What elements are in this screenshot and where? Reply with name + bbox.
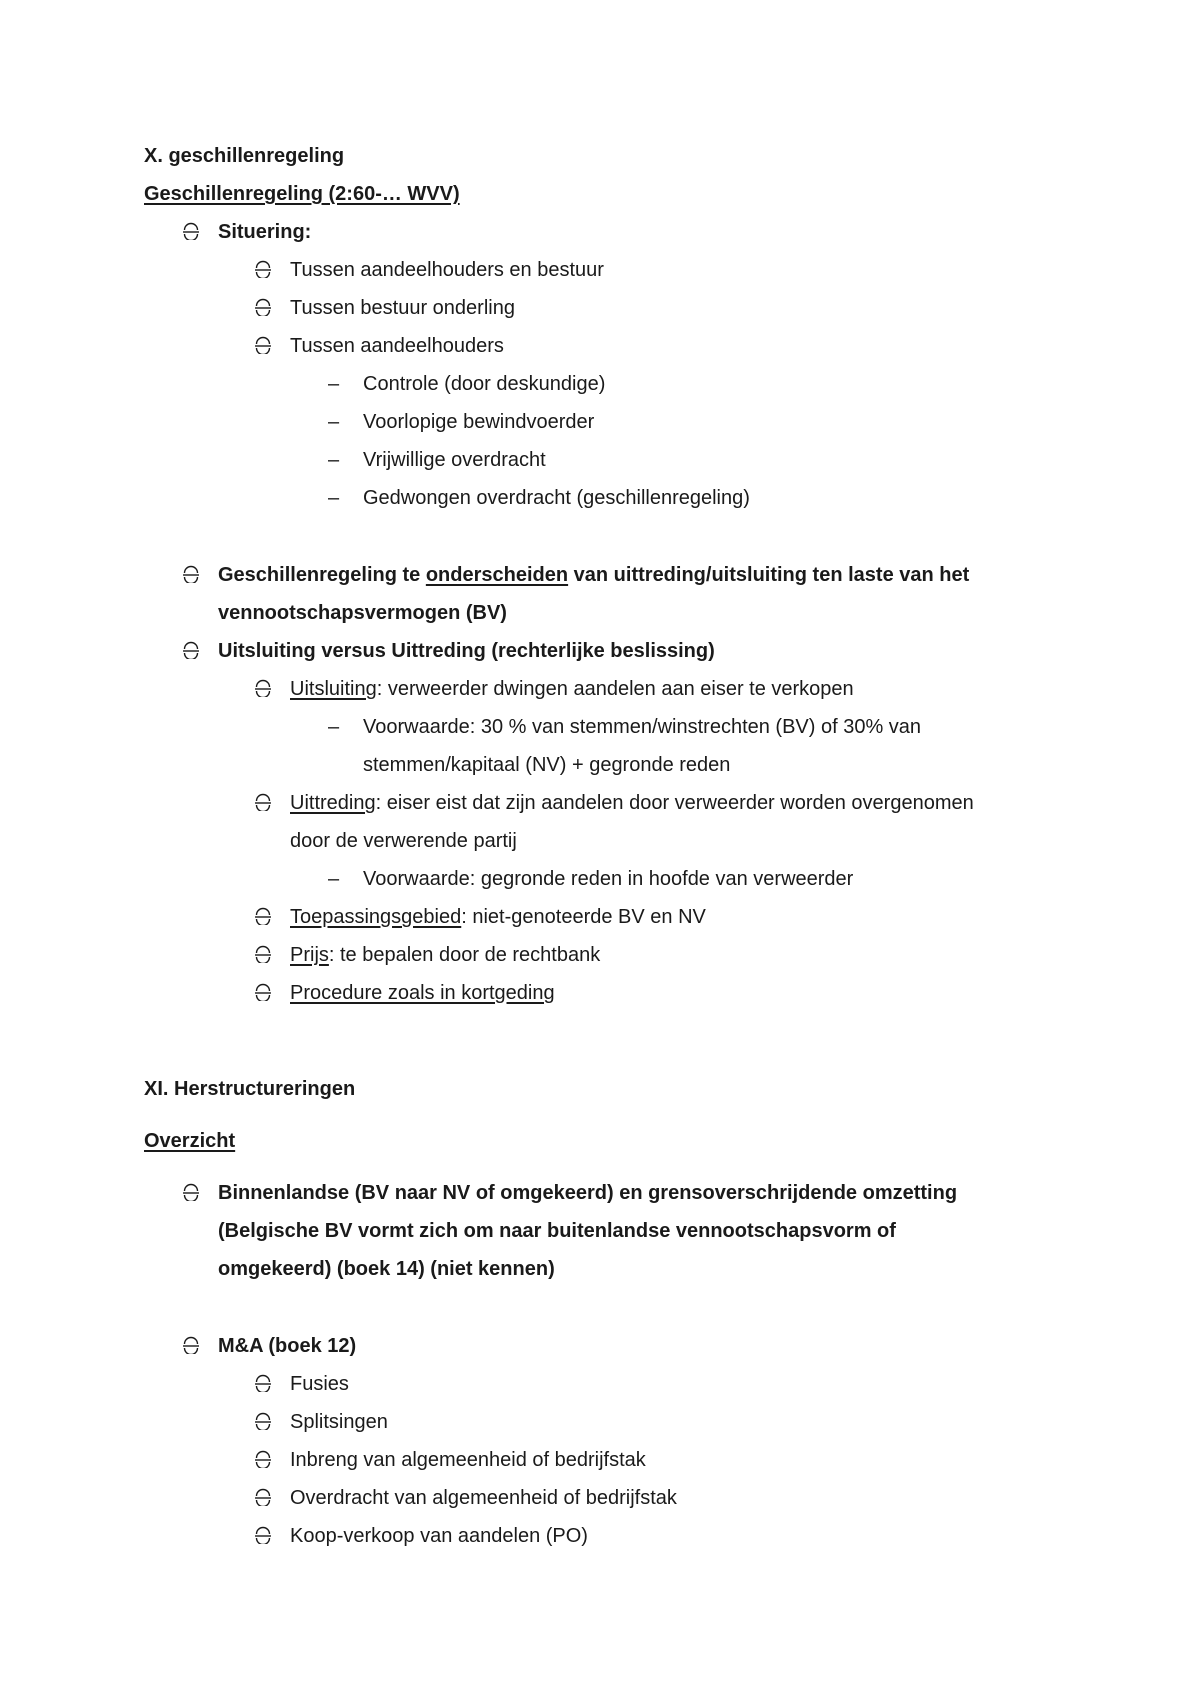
list-item: Vrijwillige overdracht — [363, 449, 546, 471]
bullet-icon — [254, 945, 272, 963]
onderscheid-paragraph — [218, 556, 969, 594]
uittreding-item — [290, 784, 974, 822]
list-item: Controle (door deskundige) — [363, 373, 606, 395]
condition-line: Voorwaarde: 30 % van stemmen/winstrechten (BV) of 30% van — [363, 716, 922, 738]
underlined-term: Uittreding — [290, 792, 376, 814]
situering-heading: Situering: — [218, 221, 312, 243]
bullet-icon — [254, 1526, 272, 1544]
omzetting-line: (Belgische BV vormt zich om naar buitenlandse vennootschapsvorm of — [218, 1220, 896, 1242]
bullet-icon — [254, 1374, 272, 1392]
list-item: Inbreng van algemeenheid of bedrijfstak — [290, 1449, 646, 1471]
bullet-icon — [182, 641, 200, 659]
list-item: Koop-verkoop van aandelen (PO) — [290, 1525, 588, 1547]
omzetting-line: Binnenlandse (BV naar NV of omgekeerd) en grensoverschrijdende omzetting — [218, 1182, 958, 1204]
bullet-icon — [254, 260, 272, 278]
section-subtitle: Overzicht — [144, 1130, 236, 1152]
uittreding-line2: door de verwerende partij — [290, 830, 517, 852]
bullet-icon — [254, 983, 272, 1001]
text-segment: van uittreding/uitsluiting ten laste van het — [568, 564, 970, 586]
dash-icon: – — [328, 487, 340, 509]
bullet-icon — [182, 1183, 200, 1201]
bullet-icon — [254, 1488, 272, 1506]
uitsluiting-item — [290, 670, 854, 708]
list-item: Gedwongen overdracht (geschillenregeling) — [363, 487, 750, 509]
bullet-icon — [182, 222, 200, 240]
bullet-icon — [254, 298, 272, 316]
underlined-term: Toepassingsgebied — [290, 906, 462, 928]
bullet-icon — [254, 907, 272, 925]
text-segment: : te bepalen door de rechtbank — [328, 944, 601, 966]
bullet-icon — [254, 1450, 272, 1468]
toepassing-item — [290, 898, 706, 936]
bullet-icon — [254, 336, 272, 354]
underlined-term: Prijs — [290, 944, 329, 966]
bullet-icon — [254, 1412, 272, 1430]
dash-icon: – — [328, 373, 340, 395]
dash-icon: – — [328, 868, 340, 890]
condition-line: stemmen/kapitaal (NV) + gegronde reden — [363, 754, 731, 776]
text-segment: : verweerder dwingen aandelen aan eiser te verkopen — [376, 678, 854, 700]
section-title: XI. Herstructureringen — [144, 1078, 356, 1100]
bullet-icon — [182, 565, 200, 583]
list-item: Voorlopige bewindvoerder — [363, 411, 595, 433]
underlined-term: Uitsluiting — [290, 678, 377, 700]
omzetting-line: omgekeerd) (boek 14) (niet kennen) — [218, 1258, 555, 1280]
condition-line: Voorwaarde: gegronde reden in hoofde van verweerder — [363, 868, 854, 890]
dash-icon: – — [328, 716, 340, 738]
section-title: X. geschillenregeling — [144, 145, 345, 167]
bullet-icon — [254, 793, 272, 811]
underlined-term: onderscheiden — [425, 564, 569, 586]
text-segment: : eiser eist dat zijn aandelen door verweerder worden overgenomen — [375, 792, 974, 814]
list-item: Tussen aandeelhouders — [290, 335, 504, 357]
list-item: Splitsingen — [290, 1411, 388, 1433]
versus-heading: Uitsluiting versus Uittreding (rechterlijke beslissing) — [218, 640, 715, 662]
text-segment: Geschillenregeling te — [218, 564, 426, 586]
prijs-item — [290, 936, 600, 974]
bullet-icon — [254, 679, 272, 697]
list-item: Tussen aandeelhouders en bestuur — [290, 259, 604, 281]
procedure-item: Procedure zoals in kortgeding — [290, 982, 555, 1004]
list-item: Overdracht van algemeenheid of bedrijfstak — [290, 1487, 677, 1509]
dash-icon: – — [328, 411, 340, 433]
dash-icon: – — [328, 449, 340, 471]
text-segment: : niet-genoteerde BV en NV — [461, 906, 706, 928]
bullet-icon — [182, 1336, 200, 1354]
list-item: Tussen bestuur onderling — [290, 297, 515, 319]
ma-heading: M&A (boek 12) — [218, 1335, 357, 1357]
list-item: Fusies — [290, 1373, 349, 1395]
onderscheid-line2: vennootschapsvermogen (BV) — [218, 602, 507, 624]
section-subtitle: Geschillenregeling (2:60-… WVV) — [144, 183, 460, 205]
